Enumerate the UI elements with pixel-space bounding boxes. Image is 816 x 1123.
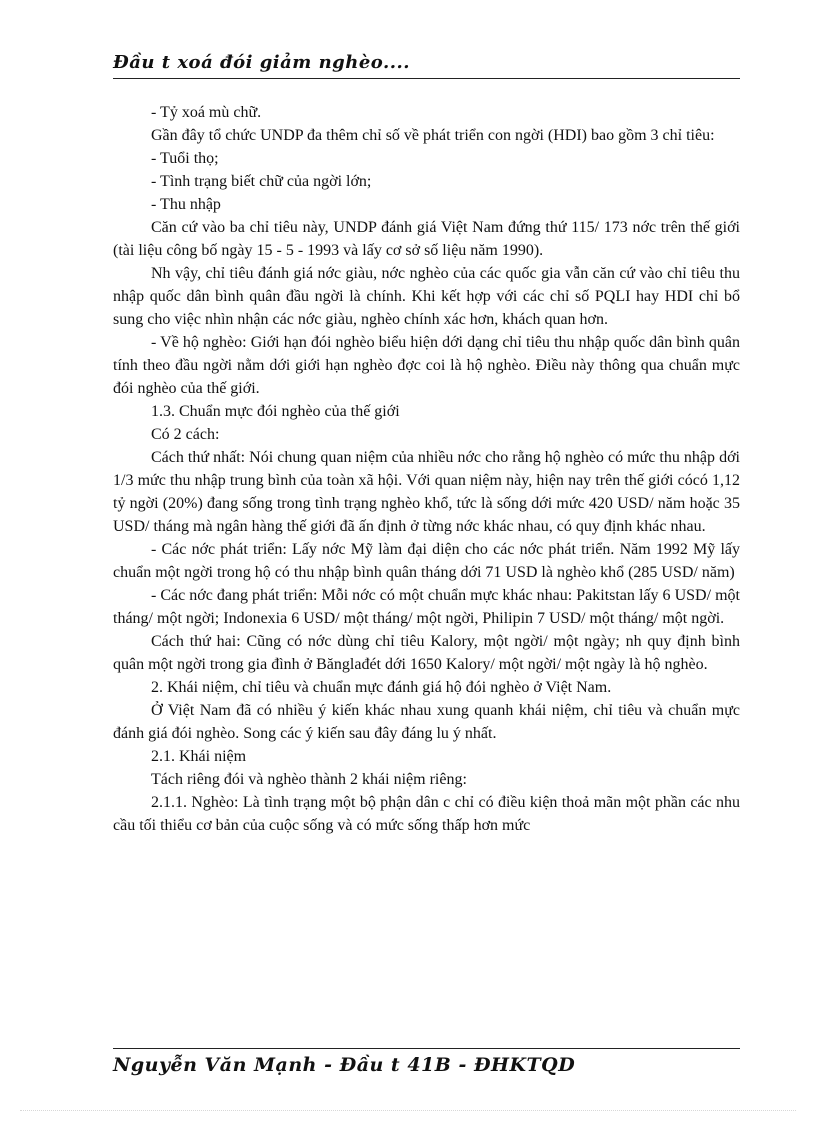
section-heading: 2. Khái niệm, chỉ tiêu và chuẩn mực đánh giá hộ đói nghèo ở Việt Nam. bbox=[151, 679, 612, 696]
header-divider bbox=[113, 78, 740, 79]
paragraph: 2.1.1. Nghèo: Là tình trạng một bộ phận dân c chỉ có điều kiện thoả mãn một phần các nhu cầu tối thiểu cơ bản của cuộc sống và có mức sống thấp hơn mức bbox=[113, 794, 740, 834]
body-text bbox=[113, 101, 740, 837]
paragraph: Nh vậy, chỉ tiêu đánh giá nớc giàu, nớc nghèo của các quốc gia vẫn căn cứ vào chỉ tiêu thu nhập quốc dân bình quân đầu ngời là chính. Khi kết hợp với các chỉ số PQLI hay HDI chỉ bổ sung cho việc nhìn nhận các nớc giàu, nghèo chính xác hơn, khách quan hơn. bbox=[113, 265, 740, 328]
paragraph: - Tỷ xoá mù chữ. bbox=[151, 104, 262, 121]
paragraph: Cách thứ nhất: Nói chung quan niệm của nhiều nớc cho rằng hộ nghèo có mức thu nhập dới 1/3 mức thu nhập trung bình của toàn xã hội. Với quan niệm này, hiện nay trên thế giới cócó 1,12 tỷ ngời (20%) đang sống trong tình trạng nghèo khổ, tức là sống dới mức 420 USD/ năm hoặc 35 USD/ tháng mà ngân hàng thế giới đã ấn định ở từng nớc khác nhau, có quy định khác nhau. bbox=[113, 449, 740, 535]
paragraph: - Các nớc phát triển: Lấy nớc Mỹ làm đại diện cho các nớc phát triển. Năm 1992 Mỹ lấy chuẩn một ngời trong hộ có thu nhập bình quân tháng dới 71 USD là nghèo khổ (285 USD/ năm) bbox=[113, 541, 740, 581]
paragraph: Tách riêng đói và nghèo thành 2 khái niệm riêng: bbox=[151, 771, 467, 788]
running-footer: Nguyễn Văn Mạnh - Đầu t 41B - ĐHKTQD bbox=[113, 1054, 576, 1076]
paragraph: - Các nớc đang phát triển: Mỗi nớc có một chuẩn mực khác nhau: Pakitstan lấy 6 USD/ một tháng/ một ngời; Indonexia 6 USD/ một tháng/ một ngời, Philipin 7 USD/ một tháng/ một ngời. bbox=[113, 587, 740, 627]
section-heading: 2.1. Khái niệm bbox=[151, 748, 247, 765]
footer-divider bbox=[113, 1048, 740, 1049]
paragraph: Có 2 cách: bbox=[151, 426, 220, 443]
paragraph: Ở Việt Nam đã có nhiều ý kiến khác nhau xung quanh khái niệm, chỉ tiêu và chuẩn mực đánh giá đói nghèo. Song các ý kiến sau đây đáng lu ý nhất. bbox=[113, 702, 740, 742]
paragraph: - Thu nhập bbox=[151, 196, 221, 213]
paragraph: - Về hộ nghèo: Giới hạn đói nghèo biểu hiện dới dạng chỉ tiêu thu nhập quốc dân bình quân tính theo đầu ngời nằm dới giới hạn nghèo đợc coi là hộ nghèo. Điều này thông qua chuẩn mực đói nghèo của thế giới. bbox=[113, 334, 740, 397]
paragraph: Căn cứ vào ba chỉ tiêu này, UNDP đánh giá Việt Nam đứng thứ 115/ 173 nớc trên thế giới (tài liệu công bố ngày 15 - 5 - 1993 và lấy cơ sở số liệu năm 1990). bbox=[113, 219, 740, 259]
paragraph: - Tình trạng biết chữ của ngời lớn; bbox=[151, 173, 372, 190]
paragraph: - Tuổi thọ; bbox=[151, 150, 219, 167]
paragraph: Cách thứ hai: Cũng có nớc dùng chỉ tiêu Kalory, một ngời/ một ngày; nh quy định bình quân một ngời trong gia đình ở Bănglađét dới 1650 Kalory/ một ngời/ một ngày là hộ nghèo. bbox=[113, 633, 740, 673]
page-edge-dots bbox=[20, 1110, 796, 1111]
paragraph: Gần đây tổ chức UNDP đa thêm chỉ số về phát triển con ngời (HDI) bao gồm 3 chỉ tiêu: bbox=[151, 127, 715, 144]
section-heading: 1.3. Chuẩn mực đói nghèo của thế giới bbox=[151, 403, 400, 420]
running-header: Đầu t xoá đói giảm nghèo.... bbox=[113, 52, 411, 73]
